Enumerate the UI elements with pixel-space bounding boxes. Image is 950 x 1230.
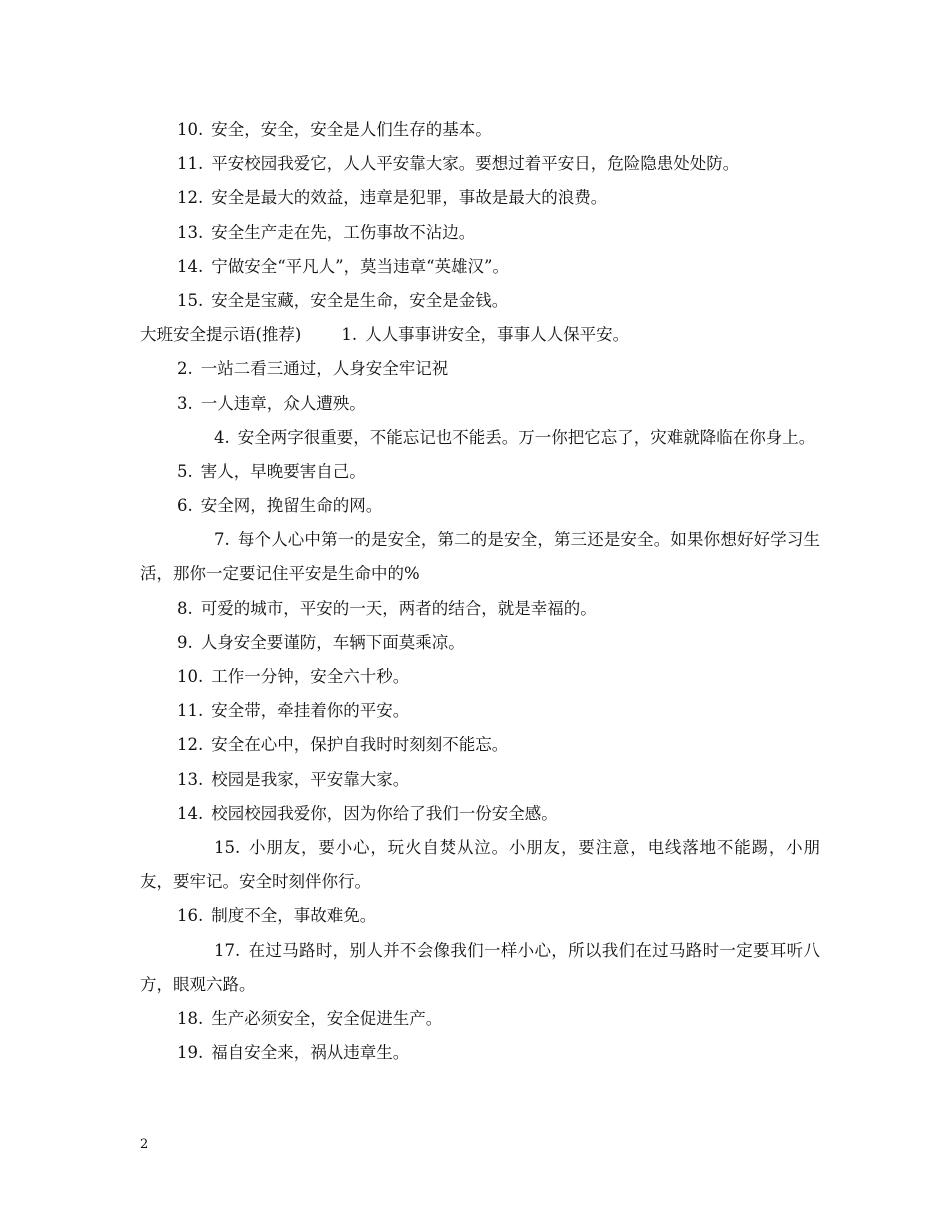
list-item [140,934,820,1002]
item-text: 宁做安全“平凡人”，莫当违章“英雄汉”。 [211,256,509,276]
list-item [140,455,820,489]
item-text: 人人事事讲安全，事事人人保平安。 [365,325,630,345]
item-number: 5. [177,461,193,481]
item-number: 16. [177,906,204,926]
item-text: 制度不全，事故难免。 [211,906,377,926]
item-number: 13. [177,769,204,789]
item-text: 小朋友，要小心，玩火自焚从泣。小朋友，要注意，电线落地不能踢，小朋友，要牢记。安全时刻伴你行。 [140,837,820,892]
list-item [140,113,820,147]
item-text: 安全带，牵挂着你的平安。 [211,701,410,721]
list-item [140,592,820,626]
item-number: 1. [341,325,358,345]
item-text: 害人，早晚要害自己。 [200,461,366,481]
list-item [140,421,820,455]
list-item [140,763,820,797]
list-item [140,352,820,386]
item-text: 安全两字很重要，不能忘记也不能丢。万一你把它忘了，灾难就降临在你身上。 [237,427,816,447]
list-item [140,1002,820,1036]
document-body [140,113,820,1070]
list-item [140,831,820,899]
list-item [140,250,820,284]
item-text: 安全网，挽留生命的网。 [200,496,383,516]
item-text: 人身安全要谨防，车辆下面莫乘凉。 [200,632,465,652]
item-number: 12. [177,735,204,755]
list-item [140,489,820,523]
list-item [140,147,820,181]
item-number: 19. [177,1043,204,1063]
item-number: 13. [177,222,204,242]
item-text: 校园是我家，平安靠大家。 [211,769,410,789]
item-number: 4. [214,427,230,447]
item-text: 生产必须安全，安全促进生产。 [211,1008,443,1028]
item-number: 14. [177,256,204,276]
list-item [140,216,820,250]
item-number: 15. [214,837,241,857]
list-item [140,728,820,762]
page-number: 2 [140,1137,149,1152]
item-number: 2. [177,359,193,379]
item-number: 12. [177,188,204,208]
item-number: 17. [214,940,241,960]
list-item [140,797,820,831]
item-number: 6. [177,496,193,516]
item-text: 在过马路时，别人并不会像我们一样小心，所以我们在过马路时一定要耳听八方，眼观六路。 [140,940,820,994]
list-item [140,1036,820,1070]
item-number: 15. [177,290,204,310]
section-heading-line [140,318,820,352]
item-text: 可爱的城市，平安的一天，两者的结合，就是幸福的。 [200,598,597,618]
item-number: 11. [177,701,204,721]
item-text: 安全在心中，保护自我时时刻刻不能忘。 [211,735,509,755]
item-number: 9. [177,632,193,652]
list-item [140,284,820,318]
item-text: 安全是宝藏，安全是生命，安全是金钱。 [211,290,509,310]
section-heading: 大班安全提示语(推荐) [140,325,302,345]
list-item [140,694,820,728]
item-text: 安全是最大的效益，违章是犯罪，事故是最大的浪费。 [211,188,608,208]
item-text: 一站二看三通过，人身安全牢记祝 [200,359,449,379]
list-item [140,899,820,933]
item-number: 7. [214,530,230,550]
list-item [140,181,820,215]
item-text: 安全生产走在先，工伤事故不沾边。 [211,222,476,242]
item-text: 平安校园我爱它，人人平安靠大家。要想过着平安日，危险隐患处处防。 [211,154,740,174]
item-number: 11. [177,154,204,174]
item-number: 8. [177,598,193,618]
item-number: 10. [177,667,204,687]
list-item [140,523,820,591]
item-number: 18. [177,1008,204,1028]
item-text: 校园校园我爱你，因为你给了我们一份安全感。 [211,803,558,823]
item-text: 福自安全来，祸从违章生。 [211,1043,410,1063]
list-item [140,387,820,421]
list-item [140,626,820,660]
item-text: 安全，安全，安全是人们生存的基本。 [211,120,492,139]
item-text: 一人违章，众人遭殃。 [200,393,366,413]
item-text: 工作一分钟，安全六十秒。 [211,667,410,687]
item-number: 14. [177,803,204,823]
item-text: 每个人心中第一的是安全，第二的是安全，第三还是安全。如果你想好好学习生活，那你一定要记住平安是生命中的% [140,530,820,584]
item-number: 10. [177,120,204,139]
list-item [140,660,820,694]
item-number: 3. [177,393,193,413]
